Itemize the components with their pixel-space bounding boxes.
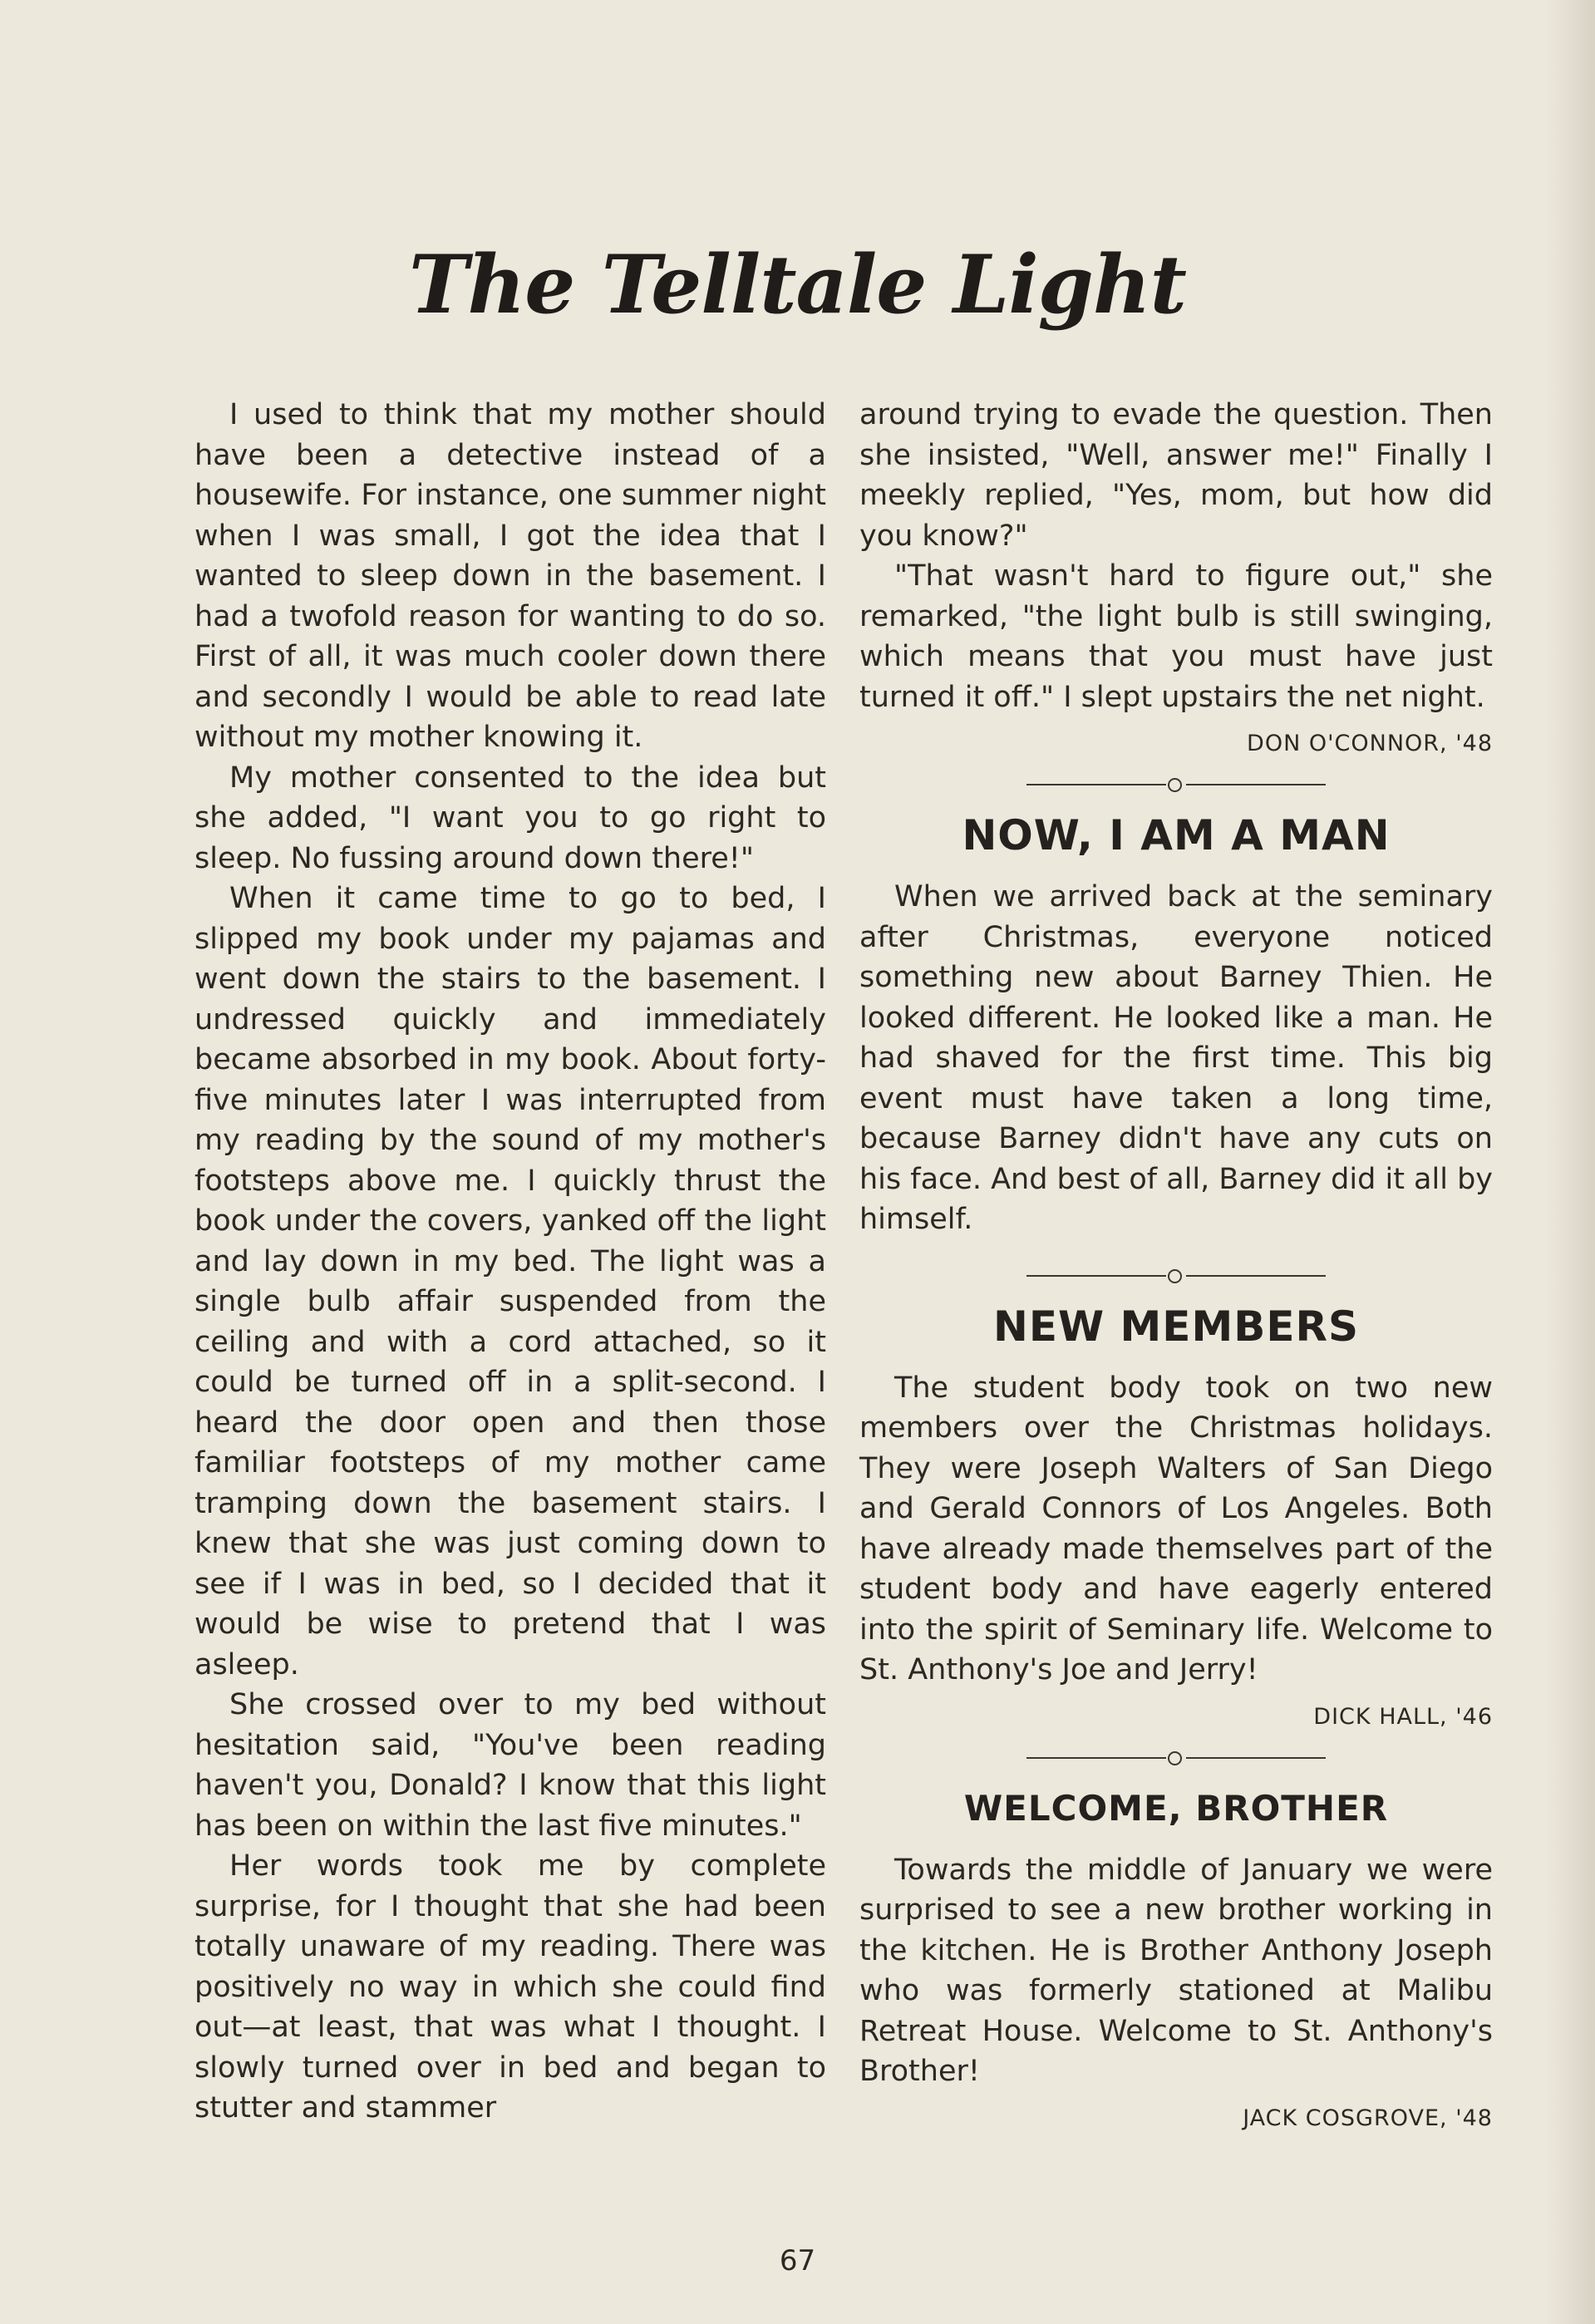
divider-ring-icon [1168, 778, 1182, 792]
page-edge-shadow [1545, 0, 1595, 2324]
page-title: The Telltale Light [409, 238, 1186, 332]
brother-byline: JACK COSGROVE, '48 [1243, 2105, 1493, 2131]
divider-ring-icon [1168, 1751, 1182, 1765]
section-heading-brother: WELCOME, BROTHER [963, 1787, 1389, 1829]
section-divider [1026, 767, 1326, 800]
story-paragraph: Her words took me by complete surprise, for I thought that she had been totally unaware of my reading. There was positively no way in which she could find out—at least, that was what I thought. I slowly turned over in bed and began to stutter and stammer [194, 1849, 826, 2125]
section-heading-members: NEW MEMBERS [992, 1302, 1359, 1351]
section-divider [1026, 1258, 1326, 1292]
section-text-members: The student body took on two new members over the Christmas holidays. They were Joseph Walters of San Diego and Gerald Connors of Los Angeles. Both have already made themselves part of the student body and have eagerly entered into the spirit of Seminary life. Welcome to St. Anthony's Joe and Jerry! [859, 1371, 1493, 1686]
divider-ring-icon [1168, 1269, 1182, 1283]
story-byline: DON O'CONNOR, '48 [1247, 731, 1493, 756]
story-paragraph: "That wasn't hard to figure out," she remarked, "the light bulb is still swinging, which means that you must have just turned it off." I slept upstairs the net night. [859, 559, 1493, 714]
story-paragraph: My mother consented to the idea but she added, "I want you to go right to sleep. No fussing around down there!" [194, 761, 826, 875]
right-column [859, 395, 1493, 2135]
page-number: 67 [779, 2244, 816, 2277]
story-paragraph: When it came time to go to bed, I slipped my book under my pajamas and went down the stairs to the basement. I undressed quickly and immediately became absorbed in my book. About forty-five minutes later I was interrupted from my reading by the sound of my mother's footsteps above me. I quickly thrust the book under the covers, yanked off the light and lay down in my bed. The light was a single bulb affair suspended from the ceiling and with a cord attached, so it could be turned off in a split-second. I heard the door open and then those familiar footsteps of my mother came tramping down the basement stairs. I knew that she was just coming down to see if I was in bed, so I decided that it would be wise to pretend that I was asleep. [194, 882, 826, 1681]
section-heading-man: NOW, I AM A MAN [962, 811, 1391, 859]
section-divider [1026, 1741, 1326, 1774]
story-paragraph: around trying to evade the question. Then she insisted, "Well, answer me!" Finally I meekly replied, "Yes, mom, but how did you know?" [859, 398, 1493, 553]
section-text-brother: Towards the middle of January we were surprised to see a new brother working in the kitchen. He is Brother Anthony Joseph who was formerly stationed at Malibu Retreat House. Welcome to St. Anthony's Brother! [859, 1853, 1493, 2088]
story-paragraph: I used to think that my mother should have been a detective instead of a housewife. For instance, one summer night when I was small, I got the idea that I wanted to sleep down in the basement. I had a twofold reason for wanting to do so. First of all, it was much cooler down there and secondly I would be able to read late without my mother knowing it. [194, 398, 826, 754]
left-column [194, 395, 826, 2129]
section-text-man: When we arrived back at the seminary after Christmas, everyone noticed something new about Barney Thien. He looked different. He looked like a man. He had shaved for the first time. This big event must have taken a long time, because Barney didn't have any cuts on his face. And best of all, Barney did it all by himself. [859, 880, 1493, 1236]
members-byline: DICK HALL, '46 [1313, 1703, 1493, 1730]
story-paragraph: She crossed over to my bed without hesitation said, "You've been reading haven't you, Donald? I know that this light has been on within the last five minutes." [194, 1688, 826, 1843]
